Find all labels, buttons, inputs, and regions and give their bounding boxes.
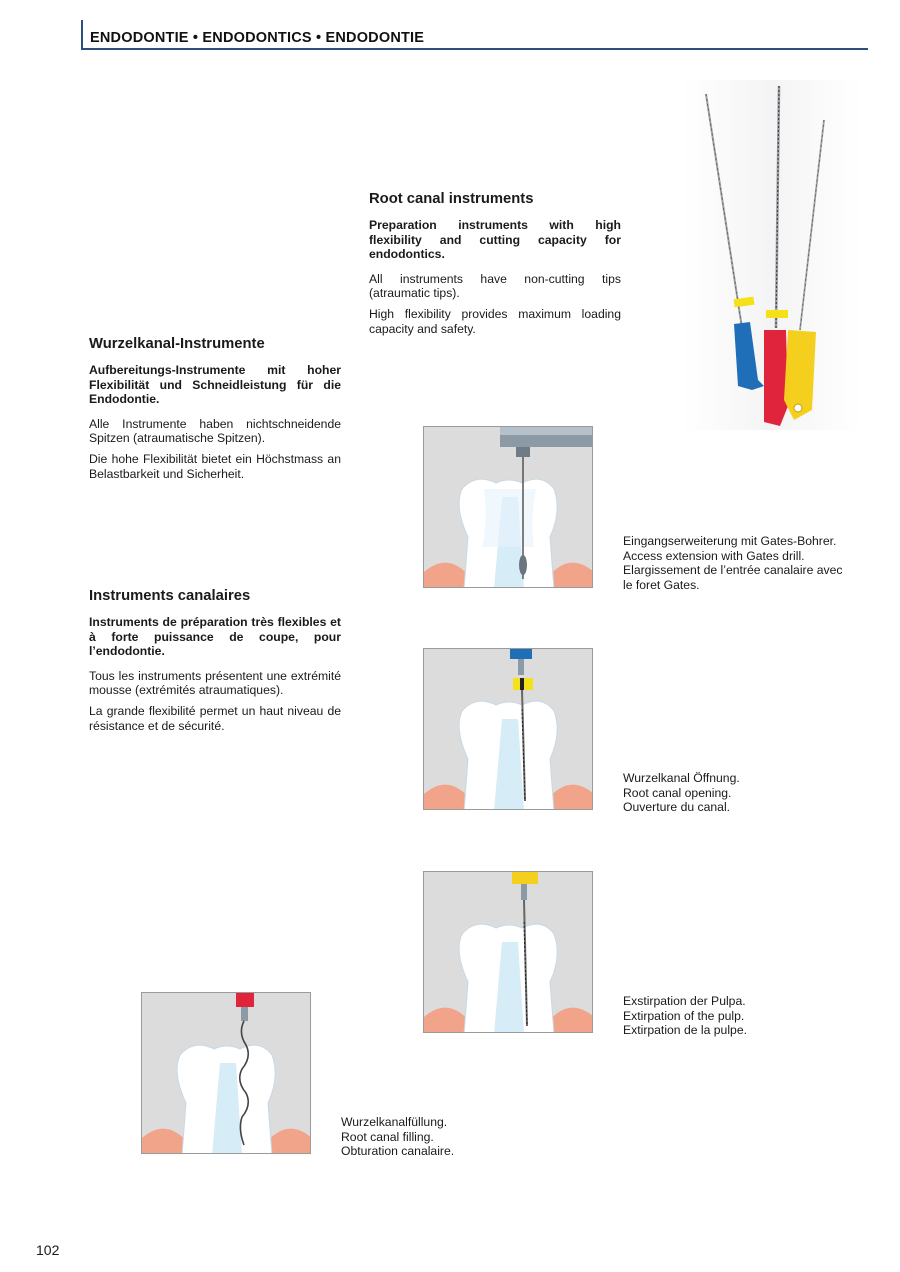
caption-line: Root canal filling. — [341, 1129, 434, 1144]
caption-line: Access extension with Gates drill. — [623, 548, 805, 563]
section-paragraph-en-1: All instruments have non-cutting tips (atraumatic tips). — [369, 271, 621, 301]
caption-line: Elargissement de l’entrée canalaire avec — [623, 563, 843, 578]
figure-gates-drill — [423, 426, 593, 588]
section-french — [89, 587, 341, 739]
section-paragraph-en-2: High flexibility provides maximum loading capacity and safety. — [369, 306, 621, 336]
section-title-de: Wurzelkanal-Instrumente — [89, 336, 265, 352]
header-title: ENDODONTIE • ENDODONTICS • ENDODONTIE — [90, 30, 425, 46]
section-paragraph-fr-1: Tous les instruments présentent une extrémité mousse (extrémités atraumatiques). — [89, 668, 341, 698]
root-canal-files-photo — [672, 80, 872, 430]
section-title-fr: Instruments canalaires — [89, 588, 251, 604]
caption-line: Ouverture du canal. — [623, 800, 731, 815]
section-german — [89, 335, 341, 487]
caption-extirpation — [623, 994, 863, 1038]
caption-line: Obturation canalaire. — [341, 1144, 455, 1159]
caption-gates — [623, 534, 863, 592]
figure-pulp-extirpation — [423, 871, 593, 1033]
caption-opening — [623, 771, 863, 815]
section-lead-fr: Instruments de préparation très flexibles et à forte puissance de coupe, pour l’endodontie. — [89, 615, 341, 659]
section-paragraph-de-1: Alle Instrumente haben nichtschneidende Spitzen (atraumatische Spitzen). — [89, 416, 341, 446]
caption-line: le foret Gates. — [623, 577, 700, 592]
caption-line: Exstirpation der Pulpa. — [623, 994, 746, 1008]
caption-line: Extirpation de la pulpe. — [623, 1023, 747, 1038]
section-lead-de: Aufbereitungs-Instrumente mit hoher Flexibilität und Schneidleistung für die Endodontie. — [89, 363, 341, 407]
caption-line: Wurzelkanalfüllung. — [341, 1115, 448, 1129]
caption-line: Eingangserweiterung mit Gates-Bohrer. — [623, 534, 837, 548]
section-english — [369, 190, 621, 342]
caption-line: Wurzelkanal Öffnung. — [623, 771, 740, 785]
figure-root-canal-opening — [423, 648, 593, 810]
section-paragraph-fr-2: La grande flexibilité permet un haut niveau de résistance et de sécurité. — [89, 703, 341, 733]
section-title-en: Root canal instruments — [369, 191, 534, 207]
figure-root-canal-filling — [141, 992, 311, 1154]
caption-line: Extirpation of the pulp. — [623, 1008, 745, 1023]
caption-line: Root canal opening. — [623, 785, 732, 800]
page-number: 102 — [36, 1242, 60, 1258]
page-header — [81, 20, 868, 50]
caption-filling — [341, 1115, 581, 1159]
section-paragraph-de-2: Die hohe Flexibilität bietet ein Höchstmass an Belastbarkeit und Sicherheit. — [89, 451, 341, 481]
section-lead-en: Preparation instruments with high flexibility and cutting capacity for endodontics. — [369, 218, 621, 262]
